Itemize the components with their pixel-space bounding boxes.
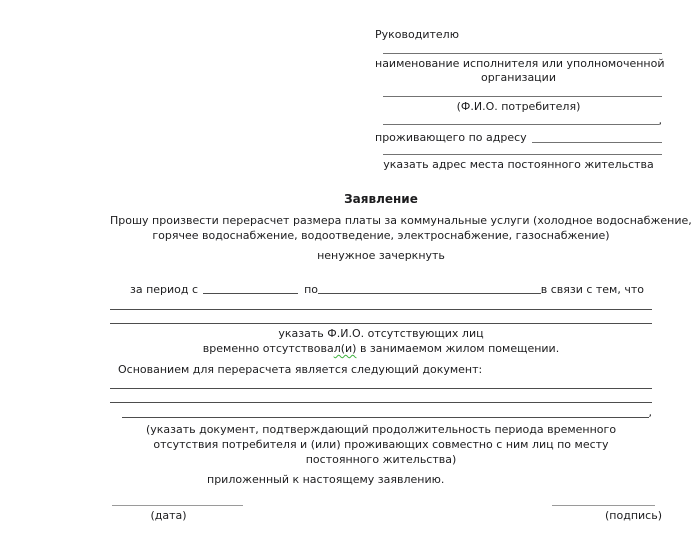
signature-area xyxy=(552,505,662,523)
signature-fill-line xyxy=(552,505,655,506)
date-area xyxy=(112,505,243,523)
consumer-name-fill-line xyxy=(383,96,662,97)
application-body xyxy=(110,188,692,487)
addressee-label: Руководителю xyxy=(375,28,459,41)
period-middle: по xyxy=(304,283,318,296)
date-fill-line xyxy=(112,505,243,506)
trailing-comma: , xyxy=(658,114,662,127)
address-label: проживающего по адресу xyxy=(375,131,527,144)
absent-note xyxy=(110,341,652,356)
trailing-comma: , xyxy=(648,406,652,419)
address-fill-line-2 xyxy=(383,154,662,155)
fill-line xyxy=(122,417,649,418)
document-caption-line-2: отсутствия потребителя и (или) проживающих совместно с ним лиц по месту xyxy=(153,438,609,451)
signature-caption: (подпись) xyxy=(605,509,662,522)
document-fill-line-2 xyxy=(110,402,652,403)
period-to-fill-line xyxy=(318,293,541,294)
consumer-extra-fill-row xyxy=(375,114,662,128)
strike-note: ненужное зачеркнуть xyxy=(317,249,445,262)
organization-caption-line-1: наименование исполнителя или уполномоченной xyxy=(375,57,665,70)
organization-caption-line-2: организации xyxy=(481,71,556,84)
period-from-fill-line xyxy=(203,293,298,294)
reason-fill-line-1 xyxy=(110,309,652,310)
period-suffix: в связи с тем, что xyxy=(540,283,644,296)
request-line-2: горячее водоснабжение, водоотведение, электроснабжение, газоснабжение) xyxy=(152,229,610,242)
consumer-name-caption: (Ф.И.О. потребителя) xyxy=(456,100,581,113)
form-title: Заявление xyxy=(344,192,418,206)
absent-note-part-3: в занимаемом жилом помещении. xyxy=(356,342,560,355)
attached-note: приложенный к настоящему заявлению. xyxy=(207,473,445,486)
organization-fill-line xyxy=(383,53,662,54)
document-caption-line-1: (указать документ, подтверждающий продолжительность периода временного xyxy=(145,423,617,436)
date-caption: (дата) xyxy=(150,509,187,522)
document-caption xyxy=(110,422,652,467)
period-row xyxy=(110,282,652,297)
addressee-block xyxy=(375,28,665,172)
fill-line xyxy=(383,124,659,125)
document-fill-row-3 xyxy=(110,405,652,420)
request-line-1: Прошу произвести перерасчет размера платы за коммунальные услуги (холодное водоснабжение, xyxy=(110,214,692,227)
document-caption-line-3: постоянного жительства) xyxy=(305,453,457,466)
basis-label: Основанием для перерасчета является следующий документ: xyxy=(118,363,483,376)
request-paragraph xyxy=(110,213,692,243)
absent-persons-caption: указать Ф.И.О. отсутствующих лиц xyxy=(278,327,484,340)
address-caption: указать адрес места постоянного жительства xyxy=(383,158,654,171)
reason-fill-line-2 xyxy=(110,323,652,324)
absent-note-grammar-squiggle: л(и) xyxy=(333,342,357,355)
document-fill-line-1 xyxy=(110,388,652,389)
address-fill-line xyxy=(532,142,662,143)
period-prefix: за период с xyxy=(130,283,199,296)
address-row xyxy=(375,131,662,145)
absent-note-part-1: временно отсутствова xyxy=(202,342,334,355)
